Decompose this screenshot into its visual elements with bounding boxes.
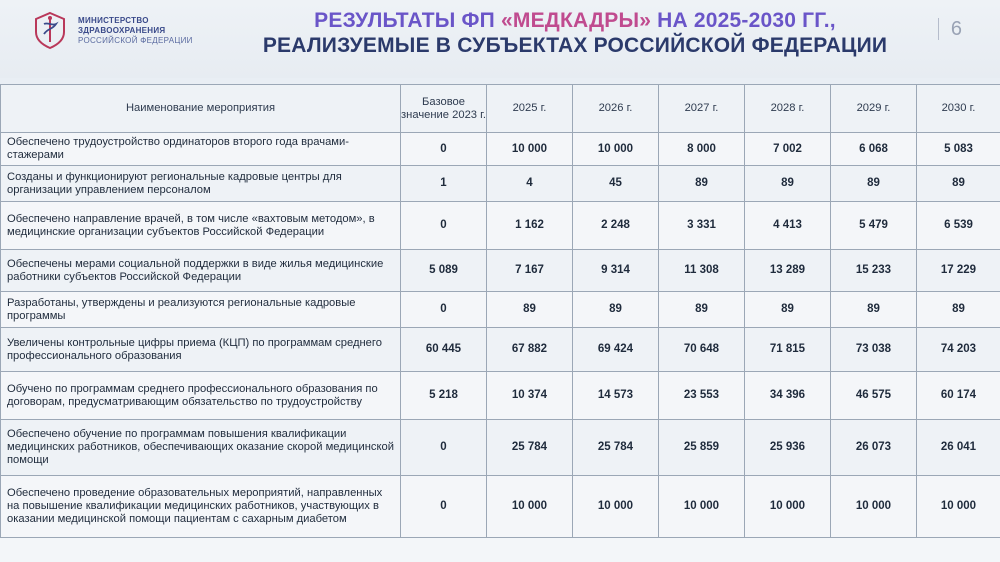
row-name: Обеспечено проведение образовательных мероприятий, направленных на повышение квалификации медицинских работников, участвующих в оказании медицинской помощи пациентам с сахарным диабетом	[1, 476, 401, 538]
cell-value: 0	[401, 476, 487, 538]
table-row	[1, 420, 1000, 476]
cell-value: 1	[401, 166, 487, 202]
cell-value: 45	[573, 166, 659, 202]
row-name: Обеспечено трудоустройство ординаторов второго года врачами-стажерами	[1, 133, 401, 166]
column-header: 2029 г.	[831, 85, 917, 133]
cell-value: 7 167	[487, 250, 573, 292]
row-name: Обеспечено направление врачей, в том числе «вахтовым методом», в медицинские организации субъектов Российской Федерации	[1, 202, 401, 250]
table-row	[1, 166, 1000, 202]
cell-value: 89	[917, 166, 1000, 202]
cell-value: 67 882	[487, 328, 573, 372]
cell-value: 0	[401, 420, 487, 476]
ministry-logo	[30, 10, 193, 50]
cell-value: 10 374	[487, 372, 573, 420]
cell-value: 89	[831, 166, 917, 202]
column-header: 2025 г.	[487, 85, 573, 133]
cell-value: 13 289	[745, 250, 831, 292]
ministry-line-2: ЗДРАВООХРАНЕНИЯ	[78, 26, 166, 35]
row-name: Разработаны, утверждены и реализуются региональные кадровые программы	[1, 292, 401, 328]
cell-value: 60 445	[401, 328, 487, 372]
title-line-1-b: «МЕДКАДРЫ»	[501, 9, 652, 32]
cell-value: 5 218	[401, 372, 487, 420]
row-name: Обучено по программам среднего профессионального образования по договорам, предусматривающим обязательство по трудоустройству	[1, 372, 401, 420]
cell-value: 69 424	[573, 328, 659, 372]
cell-value: 15 233	[831, 250, 917, 292]
column-header: 2026 г.	[573, 85, 659, 133]
cell-value: 10 000	[487, 133, 573, 166]
cell-value: 17 229	[917, 250, 1000, 292]
cell-value: 46 575	[831, 372, 917, 420]
cell-value: 25 784	[487, 420, 573, 476]
table-row	[1, 202, 1000, 250]
page-title	[250, 8, 900, 58]
cell-value: 71 815	[745, 328, 831, 372]
cell-value: 25 936	[745, 420, 831, 476]
column-header: 2027 г.	[659, 85, 745, 133]
ministry-line-3: РОССИЙСКОЙ ФЕДЕРАЦИИ	[78, 36, 193, 45]
cell-value: 89	[831, 292, 917, 328]
cell-value: 26 073	[831, 420, 917, 476]
title-line-1-a: РЕЗУЛЬТАТЫ ФП	[314, 9, 501, 32]
cell-value: 2 248	[573, 202, 659, 250]
results-table-container	[0, 84, 1000, 562]
slide-header	[0, 0, 1000, 78]
ministry-emblem-icon	[30, 10, 70, 50]
results-table	[0, 84, 1000, 538]
column-header: 2030 г.	[917, 85, 1000, 133]
cell-value: 89	[659, 166, 745, 202]
cell-value: 89	[659, 292, 745, 328]
ministry-line-1: МИНИСТЕРСТВО	[78, 16, 149, 25]
cell-value: 74 203	[917, 328, 1000, 372]
column-header: Наименование мероприятия	[1, 85, 401, 133]
cell-value: 4 413	[745, 202, 831, 250]
cell-value: 7 002	[745, 133, 831, 166]
cell-value: 23 553	[659, 372, 745, 420]
cell-value: 0	[401, 292, 487, 328]
cell-value: 60 174	[917, 372, 1000, 420]
row-name: Обеспечены мерами социальной поддержки в виде жилья медицинские работники субъектов Российской Федерации	[1, 250, 401, 292]
cell-value: 4	[487, 166, 573, 202]
title-line-1	[250, 8, 900, 33]
table-row	[1, 372, 1000, 420]
cell-value: 5 089	[401, 250, 487, 292]
cell-value: 89	[487, 292, 573, 328]
cell-value: 10 000	[659, 476, 745, 538]
row-name: Обеспечено обучение по программам повышения квалификации медицинских работников, обеспечивающих оказание скорой медицинской помощи	[1, 420, 401, 476]
table-row	[1, 476, 1000, 538]
cell-value: 6 068	[831, 133, 917, 166]
table-row	[1, 133, 1000, 166]
title-line-1-c: НА 2025-2030 ГГ.,	[651, 9, 836, 32]
column-header: 2028 г.	[745, 85, 831, 133]
title-line-2: РЕАЛИЗУЕМЫЕ В СУБЪЕКТАХ РОССИЙСКОЙ ФЕДЕРАЦИИ	[262, 34, 888, 57]
cell-value: 89	[745, 292, 831, 328]
cell-value: 26 041	[917, 420, 1000, 476]
page-number: 6	[938, 18, 962, 40]
cell-value: 0	[401, 202, 487, 250]
cell-value: 89	[573, 292, 659, 328]
table-row	[1, 328, 1000, 372]
cell-value: 5 083	[917, 133, 1000, 166]
cell-value: 6 539	[917, 202, 1000, 250]
cell-value: 73 038	[831, 328, 917, 372]
cell-value: 10 000	[745, 476, 831, 538]
cell-value: 10 000	[831, 476, 917, 538]
cell-value: 89	[745, 166, 831, 202]
cell-value: 8 000	[659, 133, 745, 166]
cell-value: 14 573	[573, 372, 659, 420]
column-header: Базовое значение 2023 г.	[401, 85, 487, 133]
cell-value: 1 162	[487, 202, 573, 250]
cell-value: 25 859	[659, 420, 745, 476]
table-header-row	[1, 85, 1000, 133]
table-row	[1, 292, 1000, 328]
cell-value: 25 784	[573, 420, 659, 476]
table-row	[1, 250, 1000, 292]
cell-value: 10 000	[487, 476, 573, 538]
cell-value: 89	[917, 292, 1000, 328]
row-name: Созданы и функционируют региональные кадровые центры для организации управлением персоналом	[1, 166, 401, 202]
cell-value: 5 479	[831, 202, 917, 250]
cell-value: 10 000	[573, 476, 659, 538]
cell-value: 34 396	[745, 372, 831, 420]
cell-value: 10 000	[917, 476, 1000, 538]
cell-value: 3 331	[659, 202, 745, 250]
cell-value: 70 648	[659, 328, 745, 372]
cell-value: 0	[401, 133, 487, 166]
row-name: Увеличены контрольные цифры приема (КЦП) по программам среднего профессионального образования	[1, 328, 401, 372]
cell-value: 10 000	[573, 133, 659, 166]
cell-value: 9 314	[573, 250, 659, 292]
cell-value: 11 308	[659, 250, 745, 292]
ministry-name	[78, 16, 193, 46]
